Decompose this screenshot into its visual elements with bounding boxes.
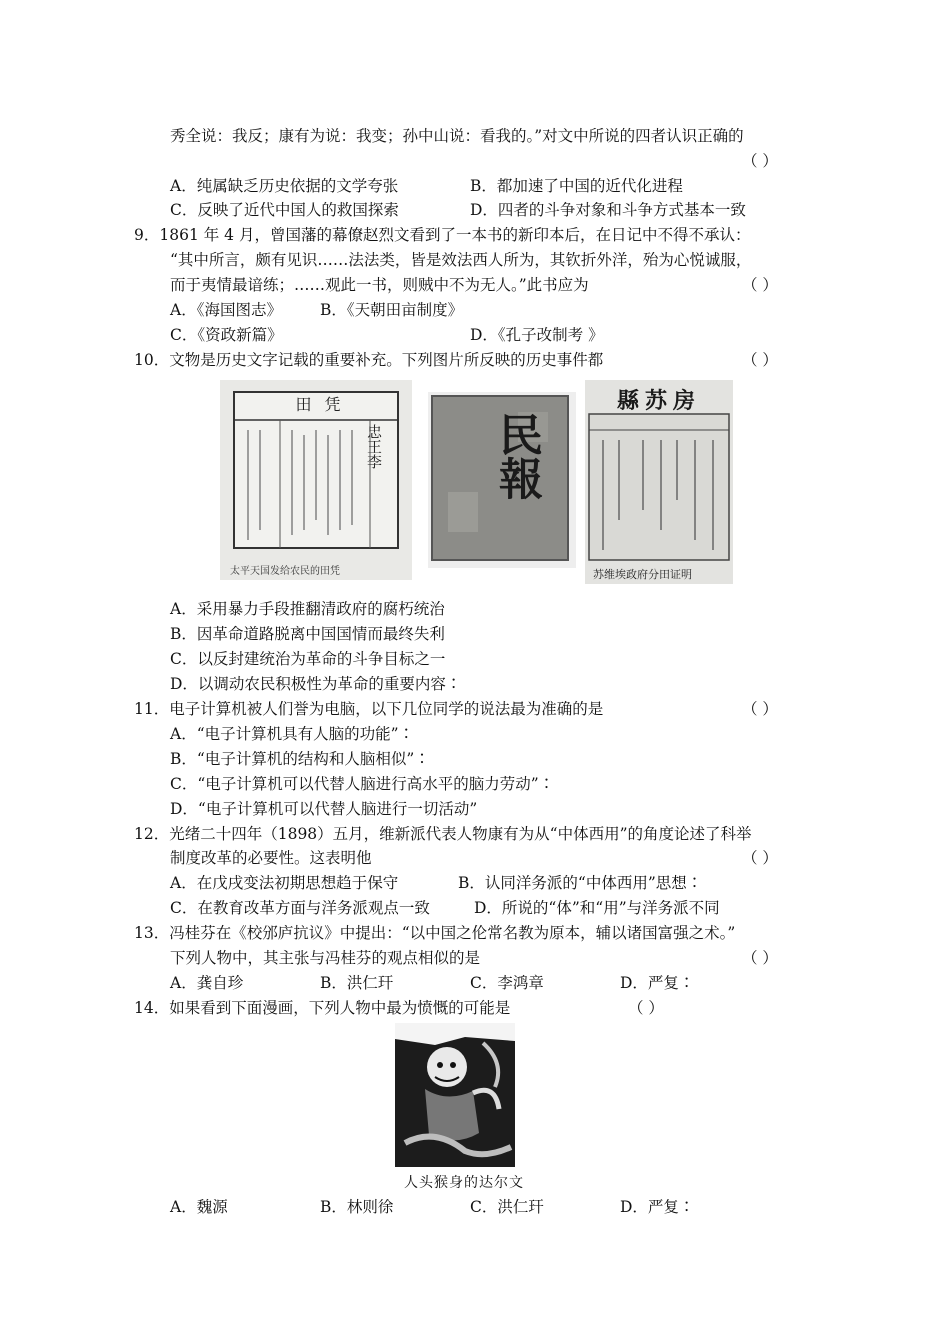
certificate-seal-text — [376, 424, 394, 469]
minbao-cover-image — [428, 392, 576, 568]
darwin-cartoon-image — [395, 1023, 515, 1167]
q11-stem: 11．电子计算机被人们誉为电脑，以下几位同学的说法最为准确的是 — [134, 700, 604, 718]
q11-option-d: D．“电子计算机可以代替人脑进行一切活动” — [170, 800, 478, 818]
q13-option-a: A．龚自珍 — [170, 974, 244, 992]
soviet-certificate-header: 縣苏房 — [616, 388, 701, 414]
q14-option-b: B．林则徐 — [320, 1198, 394, 1216]
q11-option-c: C．“电子计算机可以代替人脑进行高水平的脑力劳动”∶ — [170, 775, 555, 793]
q14-stem: 14．如果看到下面漫画，下列人物中最为愤慨的可能是 — [134, 999, 511, 1017]
q12-option-a: A．在戊戌变法初期思想趋于保守 — [170, 874, 399, 892]
q9-stem-line1: 9．1861 年 4 月，曾国藩的幕僚赵烈文看到了一本书的新印本后，在日记中不得不承认： — [134, 226, 751, 244]
soviet-land-certificate-image — [585, 380, 733, 584]
q14-option-a: A．魏源 — [170, 1198, 228, 1216]
q10-option-a: A．采用暴力手段推翻清政府的腐朽统治 — [170, 600, 445, 618]
certificate-caption: 太平天国发给农民的田凭 — [230, 566, 340, 577]
q12-option-c: C．在教育改革方面与洋务派观点一致 — [170, 899, 430, 917]
q12-option-b: B．认同洋务派的“中体西用”思想∶ — [458, 874, 703, 892]
q9-stem-line3: 而于夷情最谙练；……观此一书，则贼中不为无人。”此书应为 — [170, 276, 589, 294]
q9-answer-paren: （ ） — [742, 276, 778, 294]
q8-stem-continuation: 秀全说：我反；康有为说：我变；孙中山说：看我的。”对文中所说的四者认识正确的 — [170, 127, 744, 145]
q10-answer-paren: （ ） — [742, 351, 778, 369]
q13-stem-line1: 13．冯桂芬在《校邠庐抗议》中提出：“以中国之伦常名教为原本，辅以诸国富强之术。” — [134, 924, 736, 942]
q14-option-d: D．严复∶ — [620, 1198, 695, 1216]
q8-answer-paren: （ ） — [742, 152, 778, 170]
q13-stem-line2: 下列人物中，其主张与冯桂芬的观点相似的是 — [170, 949, 481, 967]
q12-answer-paren: （ ） — [742, 849, 778, 867]
certificate-header: 田 凭 — [295, 395, 345, 414]
q11-answer-paren: （ ） — [742, 700, 778, 718]
q8-option-b: B．都加速了中国的近代化进程 — [470, 177, 683, 195]
q11-option-a: A．“电子计算机具有人脑的功能”∶ — [170, 725, 415, 743]
q13-option-c: C．李鸿章 — [470, 974, 544, 992]
q12-option-d: D．所说的“体”和“用”与洋务派不同 — [474, 899, 720, 917]
q12-stem-line2: 制度改革的必要性。这表明他 — [170, 849, 372, 867]
q14-option-c: C．洪仁玕 — [470, 1198, 544, 1216]
soviet-certificate-caption: 苏维埃政府分田证明 — [593, 568, 692, 581]
q13-option-b: B．洪仁玕 — [320, 974, 394, 992]
q11-option-b: B．“电子计算机的结构和人脑相似”∶ — [170, 750, 430, 768]
taiping-land-certificate-image — [220, 380, 412, 580]
q9-option-c: C．《资政新篇》 — [170, 326, 283, 344]
q10-option-b: B．因革命道路脱离中国国情而最终失利 — [170, 625, 445, 643]
q8-option-c: C．反映了近代中国人的救国探索 — [170, 201, 399, 219]
darwin-cartoon-caption: 人头猴身的达尔文 — [404, 1175, 524, 1191]
q9-stem-line2: “其中所言，颇有见识……法法类，皆是效法西人所为，其钦折外洋，殆为心悦诚服， — [170, 251, 752, 269]
q10-stem: 10．文物是历史文字记载的重要补充。下列图片所反映的历史事件都 — [134, 351, 604, 369]
q8-option-a: A．纯属缺乏历史依据的文学夸张 — [170, 177, 399, 195]
q14-answer-paren: （ ） — [628, 999, 664, 1017]
q10-option-d: D．以调动农民积极性为革命的重要内容∶ — [170, 675, 462, 693]
q13-answer-paren: （ ） — [742, 949, 778, 967]
minbao-title: 民報 — [491, 412, 542, 500]
q8-option-d: D．四者的斗争对象和斗争方式基本一致 — [470, 201, 746, 219]
q9-option-d: D．《孔子改制考 》 — [470, 326, 604, 344]
q9-option-b: B．《天朝田亩制度》 — [320, 301, 464, 319]
q10-option-c: C．以反封建统治为革命的斗争目标之一 — [170, 650, 446, 668]
q9-option-a: A．《海国图志》 — [170, 301, 282, 319]
q12-stem-line1: 12．光绪二十四年（1898）五月，维新派代表人物康有为从“中体西用”的角度论述了科举 — [134, 825, 752, 843]
q13-option-d: D．严复∶ — [620, 974, 695, 992]
